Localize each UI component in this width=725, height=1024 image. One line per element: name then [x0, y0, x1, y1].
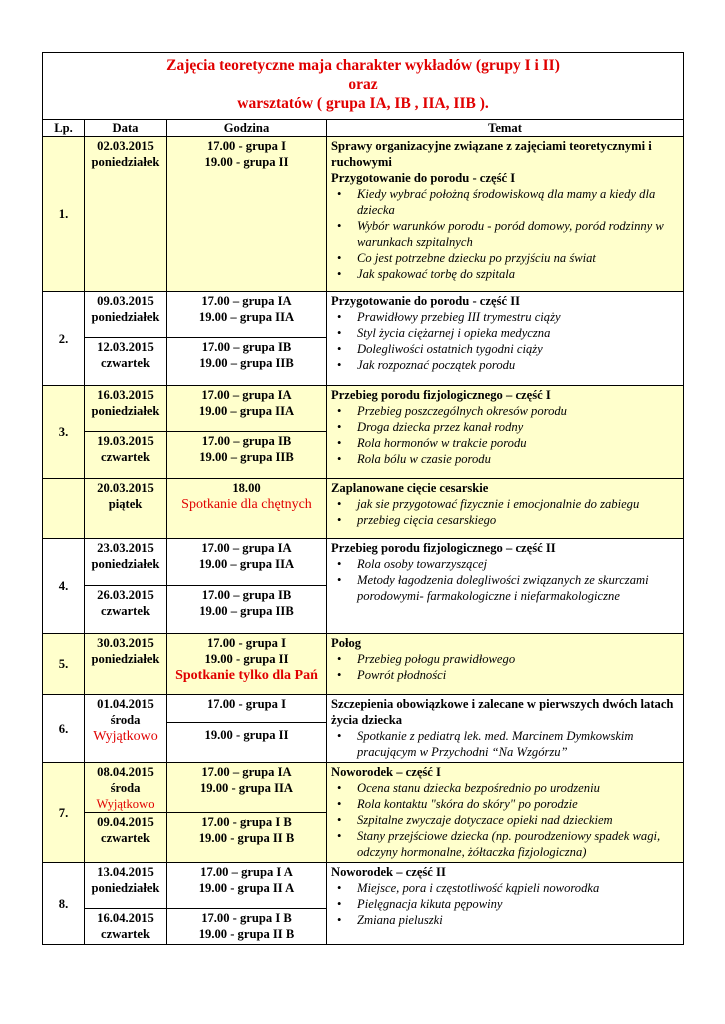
hour-cell: [167, 479, 327, 539]
date-cell: [85, 292, 167, 338]
row-number: 2.: [43, 292, 85, 386]
topic-heading: Połog: [331, 636, 362, 650]
title-line-3: warsztatów ( grupa IA, IB , IIA, IIB ).: [237, 95, 489, 112]
hour: 17.00 – grupa IA: [201, 765, 292, 779]
date-cell: [85, 432, 167, 479]
hour: 17.00 – grupa IA: [201, 388, 292, 402]
weekday: poniedziałek: [91, 155, 160, 169]
topic-heading: Noworodek – część I: [331, 765, 441, 779]
date: 08.04.2015: [97, 765, 154, 779]
date-cell: [85, 763, 167, 813]
row-number-empty: [43, 479, 85, 539]
header-data: Data: [85, 120, 167, 137]
list-item: • Ocena stanu dziecka bezpośrednio po urodzeniu: [357, 780, 680, 796]
table-row: [43, 479, 684, 539]
hour: 19.00 – grupa IIB: [199, 356, 294, 370]
topic-heading: Zaplanowane cięcie cesarskie: [331, 481, 489, 495]
date: 02.03.2015: [97, 139, 154, 153]
topic-list: [331, 556, 680, 604]
hour: 17.00 - grupa I: [167, 695, 326, 723]
list-item: • Styl życia ciężarnej i opieka medyczna: [357, 325, 680, 341]
topic-heading: Noworodek – część II: [331, 865, 446, 879]
hour: 17.00 – grupa IA: [201, 541, 292, 555]
topic-list: [331, 496, 680, 528]
hour-cell: [167, 338, 327, 386]
row-number: 3.: [43, 386, 85, 479]
table-row: [43, 539, 684, 586]
weekday: poniedziałek: [91, 652, 160, 666]
hour: 19.00 – grupa IIA: [198, 310, 295, 324]
list-item: • Zmiana pieluszki: [357, 912, 680, 928]
topic-cell: [327, 695, 684, 763]
table-row: [43, 137, 684, 292]
list-item: • Metody łagodzenia dolegliwości związanych ze skurczami porodowymi- farmakologiczne i niefarmakologiczne: [357, 572, 680, 604]
special-note: Spotkanie dla chętnych: [181, 497, 312, 512]
topic-heading: Szczepienia obowiązkowe i zalecane w pierwszych dwóch latach życia dziecka: [331, 697, 674, 727]
hour: 17.00 – grupa I A: [200, 865, 293, 879]
weekday: czwartek: [101, 927, 150, 941]
date-cell: [85, 695, 167, 763]
date-cell: [85, 479, 167, 539]
list-item: • Szpitalne zwyczaje dotyczace opieki nad dzieckiem: [357, 812, 680, 828]
table-row: [43, 695, 684, 763]
row-number: 4.: [43, 539, 85, 634]
header-lp: Lp.: [43, 120, 85, 137]
weekday: czwartek: [101, 831, 150, 845]
weekday: czwartek: [101, 356, 150, 370]
list-item: • Rola osoby towarzyszącej: [357, 556, 680, 572]
hour: 19.00 – grupa IIA: [198, 404, 295, 418]
list-item: • Przebieg połogu prawidłowego: [357, 651, 680, 667]
date-cell: [85, 338, 167, 386]
special-note: Spotkanie tylko dla Pań: [175, 668, 318, 683]
topic-heading: Przygotowanie do porodu - część I: [331, 171, 516, 185]
row-number: 1.: [43, 137, 85, 292]
topic-heading: Przygotowanie do porodu - część II: [331, 294, 521, 308]
date-cell: [85, 586, 167, 634]
row-number: 8.: [43, 863, 85, 945]
topic-list: [331, 403, 680, 467]
list-item: • Droga dziecka przez kanał rodny: [357, 419, 680, 435]
weekday: poniedziałek: [91, 557, 160, 571]
hour-cell: [167, 634, 327, 695]
row-number: 7.: [43, 763, 85, 863]
hour-cell: [167, 137, 327, 292]
date: 09.04.2015: [97, 815, 154, 829]
list-item: • Przebieg poszczególnych okresów porodu: [357, 403, 680, 419]
hour: 17.00 – grupa IA: [201, 294, 292, 308]
list-item: • jak sie przygotować fizycznie i emocjonalnie do zabiegu: [357, 496, 680, 512]
table-row: [43, 292, 684, 338]
topic-heading: Przebieg porodu fizjologicznego – część I: [331, 388, 551, 402]
list-item: • Miejsce, pora i częstotliwość kąpieli noworodka: [357, 880, 680, 896]
hour: 19.00 - grupa II A: [198, 881, 295, 895]
table-row: [43, 386, 684, 432]
header-row: [43, 120, 684, 137]
list-item: • Wybór warunków porodu - poród domowy, poród rodzinny w warunkach szpitalnych: [357, 218, 680, 250]
date-cell: [85, 909, 167, 945]
topic-cell: [327, 137, 684, 292]
date: 16.04.2015: [97, 911, 154, 925]
schedule-title: [43, 53, 684, 120]
date-cell: [85, 386, 167, 432]
topic-cell: [327, 386, 684, 479]
hour-cell: [167, 586, 327, 634]
topic-cell: [327, 763, 684, 863]
topic-heading: Sprawy organizacyjne związane z zajęciami teoretycznymi i ruchowymi: [331, 139, 652, 169]
hour: 17.00 – grupa IB: [201, 588, 292, 602]
weekday: poniedziałek: [91, 404, 160, 418]
header-godzina: Godzina: [167, 120, 327, 137]
date-cell: [85, 863, 167, 909]
date-cell: [85, 137, 167, 292]
list-item: • Rola kontaktu "skóra do skóry" po porodzie: [357, 796, 680, 812]
hour-cell: [167, 292, 327, 338]
table-row: [43, 763, 684, 813]
hour: 17.00 – grupa IB: [201, 434, 292, 448]
date: 12.03.2015: [97, 340, 154, 354]
table-row: [43, 634, 684, 695]
title-line-2: oraz: [348, 76, 378, 93]
hour: 17.00 - grupa I: [206, 139, 287, 153]
weekday: poniedziałek: [91, 310, 160, 324]
date-cell: [85, 813, 167, 863]
list-item: • Rola hormonów w trakcie porodu: [357, 435, 680, 451]
hour-cell: [167, 763, 327, 813]
exception-note: Wyjątkowo: [93, 729, 158, 744]
list-item: • Stany przejściowe dziecka (np. pourodzeniowy spadek wagi, odczyny hormonalne, żółtaczka fizjologiczna): [357, 828, 680, 860]
hour: 19.00 – grupa IIA: [198, 557, 295, 571]
hour: 17.00 - grupa I B: [201, 911, 292, 925]
date: 20.03.2015: [97, 481, 154, 495]
topic-cell: [327, 292, 684, 386]
weekday: poniedziałek: [91, 881, 160, 895]
row-number: 6.: [43, 695, 85, 763]
list-item: • Pielęgnacja kikuta pępowiny: [357, 896, 680, 912]
date: 30.03.2015: [97, 636, 154, 650]
hour: 19.00 - grupa II: [204, 155, 289, 169]
topic-list: [331, 651, 680, 683]
title-line-1: Zajęcia teoretyczne maja charakter wykładów (grupy I i II): [166, 57, 560, 74]
weekday: środa: [110, 781, 141, 795]
weekday: czwartek: [101, 450, 150, 464]
hour: 19.00 - grupa II B: [198, 831, 295, 845]
date: 13.04.2015: [97, 865, 154, 879]
list-item: • Jak spakować torbę do szpitala: [357, 266, 680, 282]
hour: 19.00 – grupa IIB: [199, 450, 294, 464]
date: 16.03.2015: [97, 388, 154, 402]
list-item: • Powrót płodności: [357, 667, 680, 683]
topic-list: [331, 780, 680, 860]
hour-cell: [167, 432, 327, 479]
topic-cell: [327, 539, 684, 634]
topic-list: [331, 880, 680, 928]
list-item: • Dolegliwości ostatnich tygodni ciąży: [357, 341, 680, 357]
hour-cell: [167, 386, 327, 432]
date-cell: [85, 634, 167, 695]
list-item: • Rola bólu w czasie porodu: [357, 451, 680, 467]
hour: 18.00: [232, 481, 261, 495]
topic-list: [331, 186, 680, 282]
date: 26.03.2015: [97, 588, 154, 602]
topic-heading: Przebieg porodu fizjologicznego – część II: [331, 541, 556, 555]
hour: 19.00 – grupa IIB: [199, 604, 294, 618]
hour-cell: [167, 539, 327, 586]
list-item: • Prawidłowy przebieg III trymestru ciąży: [357, 309, 680, 325]
row-number: 5.: [43, 634, 85, 695]
weekday: środa: [110, 713, 141, 727]
date-cell: [85, 539, 167, 586]
weekday: czwartek: [101, 604, 150, 618]
hour-cell: [167, 695, 327, 763]
hour-cell: [167, 909, 327, 945]
list-item: • Kiedy wybrać położną środowiskową dla mamy a kiedy dla dziecka: [357, 186, 680, 218]
schedule-table: [42, 52, 684, 945]
hour-cell: [167, 813, 327, 863]
weekday: piątek: [108, 497, 143, 511]
hour: 17.00 – grupa IB: [201, 340, 292, 354]
hour: 19.00 - grupa IIA: [199, 781, 294, 795]
hour: 19.00 - grupa II: [204, 652, 289, 666]
list-item: • Spotkanie z pediatrą lek. med. Marcinem Dymkowskim pracującym w Przychodni “Na Wzgórzu”: [357, 728, 680, 760]
list-item: • przebieg cięcia cesarskiego: [357, 512, 680, 528]
topic-cell: [327, 863, 684, 945]
topic-cell: [327, 479, 684, 539]
list-item: • Jak rozpoznać początek porodu: [357, 357, 680, 373]
hour: 19.00 - grupa II: [204, 728, 289, 742]
date: 09.03.2015: [97, 294, 154, 308]
date: 23.03.2015: [97, 541, 154, 555]
exception-note: Wyjątkowo: [96, 797, 155, 811]
hour: 17.00 - grupa I: [206, 636, 287, 650]
header-temat: Temat: [327, 120, 684, 137]
schedule-page: [42, 52, 683, 945]
table-row: [43, 863, 684, 909]
date: 19.03.2015: [97, 434, 154, 448]
hour: 19.00 - grupa II B: [198, 927, 295, 941]
topic-list: [331, 728, 680, 760]
hour-cell: [167, 863, 327, 909]
topic-list: [331, 309, 680, 373]
list-item: • Co jest potrzebne dziecku po przyjściu na świat: [357, 250, 680, 266]
topic-cell: [327, 634, 684, 695]
hour: 17.00 - grupa I B: [201, 815, 292, 829]
date: 01.04.2015: [97, 697, 154, 711]
